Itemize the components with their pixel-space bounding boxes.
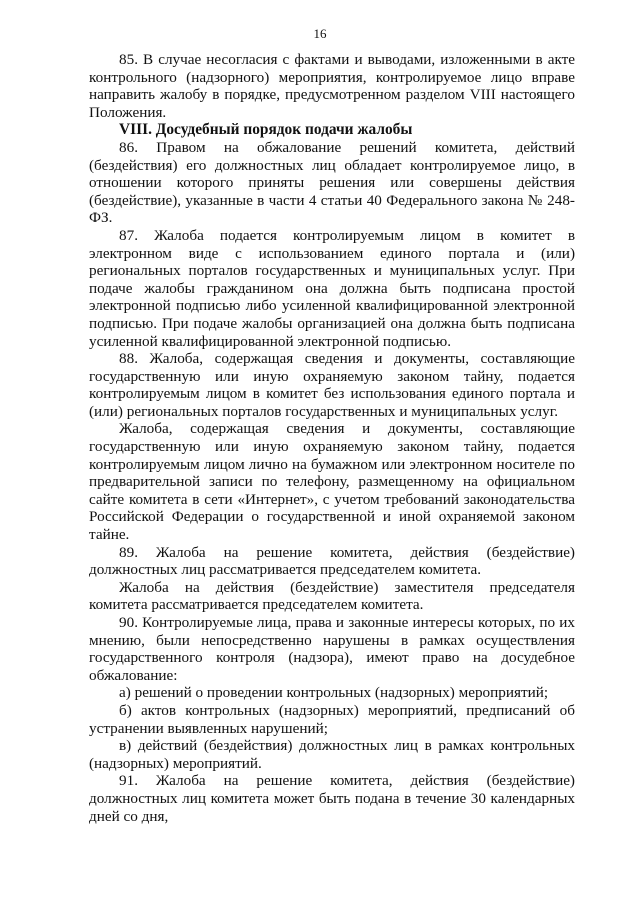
document-body bbox=[89, 51, 575, 825]
paragraph-91: 91. Жалоба на решение комитета, действия (бездействие) должностных лиц комитета может быть подана в течение 30 календарных дней со дня, bbox=[89, 772, 575, 825]
paragraph-88-cont: Жалоба, содержащая сведения и документы, составляющие государственную или иную охраняемую законом тайну, подается контролируемым лицом лично на бумажном или электронном носителе по предварительной записи по телефону, размещенному на официальном сайте комитета в сети «Интернет», с учетом требований законодательства Российской Федерации о государственной и иной охраняемой законом тайне. bbox=[89, 420, 575, 544]
paragraph-85: 85. В случае несогласия с фактами и выводами, изложенными в акте контрольного (надзорного) мероприятия, контролируемое лицо вправе направить жалобу в порядке, предусмотренном разделом VIII настоящего Положения. bbox=[89, 51, 575, 121]
paragraph-90-c: в) действий (бездействия) должностных лиц в рамках контрольных (надзорных) мероприятий. bbox=[89, 737, 575, 772]
paragraph-89: 89. Жалоба на решение комитета, действия (бездействие) должностных лиц рассматривается председателем комитета. bbox=[89, 543, 575, 579]
paragraph-87: 87. Жалоба подается контролируемым лицом в комитет в электронном виде с использованием единого портала и (или) региональных порталов государственных и муниципальных услуг. При подаче жалобы гражданином она должна быть подписана простой электронной подписью либо усиленной квалифицированной электронной подписью. При подаче жалобы организацией она должна быть подписана усиленной квалифицированной электронной подписью. bbox=[89, 226, 575, 350]
paragraph-86: 86. Правом на обжалование решений комитета, действий (бездействия) его должностных лиц обладает контролируемое лицо, в отношении которого приняты решения или совершены действия (бездействие), указанные в части 4 статьи 40 Федерального закона № 248-ФЗ. bbox=[89, 138, 575, 227]
page-number: 16 bbox=[313, 26, 327, 41]
paragraph-88: 88. Жалоба, содержащая сведения и документы, составляющие государственную или иную охраняемую законом тайну, подается контролируемым лицом в комитет без использования единого портала и (или) региональных порталов государственных и муниципальных услуг. bbox=[89, 350, 575, 420]
paragraph-89-cont: Жалоба на действия (бездействие) заместителя председателя комитета рассматривается председателем комитета. bbox=[89, 578, 575, 614]
paragraph-90-b: б) актов контрольных (надзорных) мероприятий, предписаний об устранении выявленных нарушений; bbox=[89, 701, 575, 737]
section-heading: VIII. Досудебный порядок подачи жалобы bbox=[119, 121, 413, 139]
paragraph-90-a: а) решений о проведении контрольных (надзорных) мероприятий; bbox=[119, 684, 549, 702]
paragraph-90: 90. Контролируемые лица, права и законные интересы которых, по их мнению, были непосредственно нарушены в рамках осуществления государственного контроля (надзора), имеют право на досудебное обжалование: bbox=[89, 614, 575, 684]
